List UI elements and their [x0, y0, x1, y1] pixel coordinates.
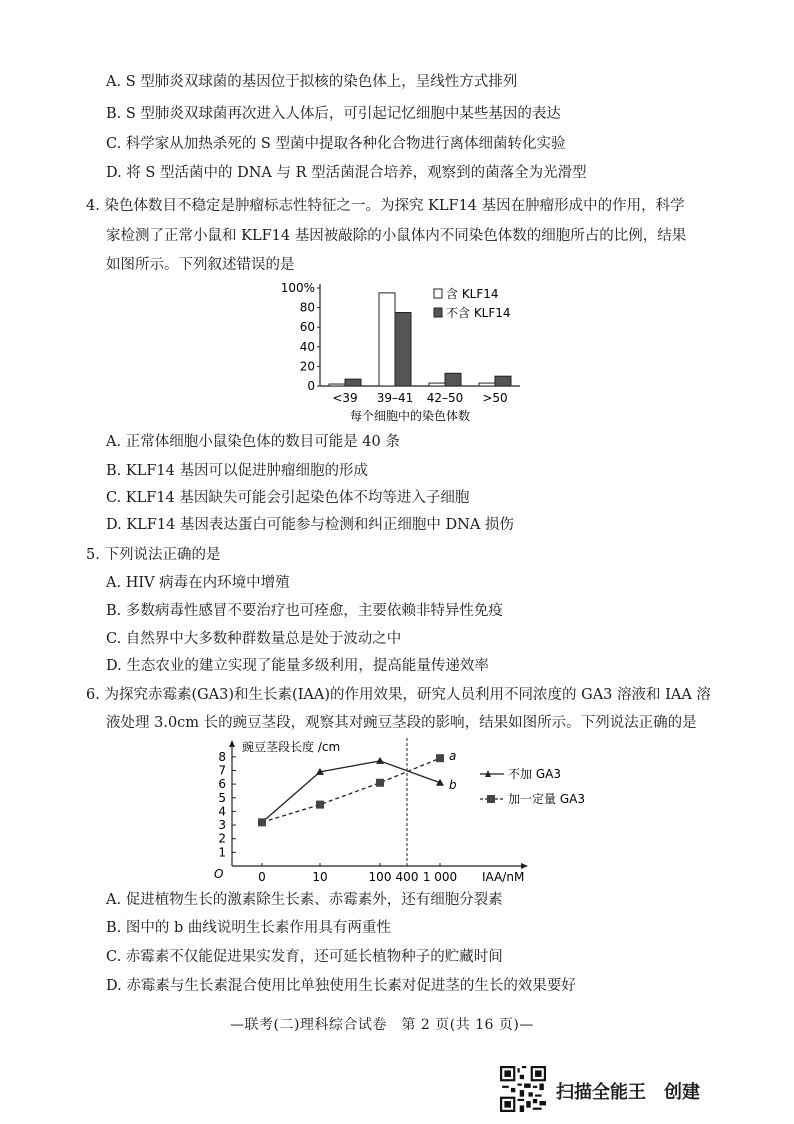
qr-code-icon	[500, 1066, 546, 1112]
q3-option-c: C. 科学家从加热杀死的 S 型菌中提取各种化合物进行离体细菌转化实验	[106, 136, 566, 152]
bar-with-klf14	[429, 383, 445, 386]
q4-option-c: C. KLF14 基因缺失可能会引起染色体不均等进入子细胞	[106, 490, 470, 506]
series-end-label: b	[449, 777, 457, 792]
q3-option-d: D. 将 S 型活菌中的 DNA 与 R 型活菌混合培养，观察到的菌落全为光滑型	[106, 165, 587, 181]
line-chart-origin: O	[214, 867, 224, 881]
page-footer: —联考(二)理科综合试卷 第 2 页(共 16 页)—	[230, 1017, 534, 1033]
series-end-label: a	[449, 749, 457, 764]
line-chart-ylabel: 豌豆茎段长度 /cm	[242, 740, 341, 754]
series-line-with-ga3	[262, 758, 440, 822]
line-ytick-label: 4	[218, 804, 226, 819]
bar-without-klf14	[495, 376, 511, 386]
q6-option-c: C. 赤霉素不仅能促进果实发育，还可延长植物种子的贮藏时间	[106, 949, 503, 965]
bar-ytick-label: 60	[299, 320, 315, 335]
data-point-square	[316, 801, 324, 809]
line-ytick-label: 5	[218, 790, 226, 805]
line-ytick-label: 6	[218, 777, 226, 792]
q6-option-b: B. 图中的 b 曲线说明生长素作用具有两重性	[106, 920, 391, 936]
line-ytick-label: 7	[218, 763, 226, 778]
line-xtick-label: 400	[395, 870, 419, 884]
q4-option-a: A. 正常体细胞小鼠染色体的数目可能是 40 条	[106, 434, 400, 450]
q5-option-b: B. 多数病毒性感冒不要治疗也可痊愈，主要依赖非特异性免疫	[106, 603, 503, 619]
q4-option-d: D. KLF14 基因表达蛋白可能参与检测和纠正细胞中 DNA 损伤	[106, 517, 514, 533]
bar-xtick-label: <39	[332, 391, 358, 405]
line-xtick-label: 0	[258, 870, 266, 884]
bar-chart-legend	[434, 287, 511, 320]
q4-option-b: B. KLF14 基因可以促进肿瘤细胞的形成	[106, 463, 368, 479]
q5-option-d: D. 生态农业的建立实现了能量多级利用，提高能量传递效率	[106, 658, 489, 674]
series-line-no-ga3	[262, 761, 440, 822]
bar-xtick-label: >50	[482, 391, 508, 405]
q5-stem: 5. 下列说法正确的是	[86, 547, 221, 563]
line-xtick-label: 1 000	[422, 870, 458, 884]
bar-chart-xlabel: 每个细胞中的染色体数	[349, 409, 471, 423]
line-chart-legend	[480, 766, 585, 806]
legend-label-with-ga3: 加一定量 GA3	[508, 792, 585, 806]
legend-marker-square	[487, 795, 495, 803]
q5-option-c: C. 自然界中大多数种群数量总是处于波动之中	[106, 631, 402, 647]
q6-stem-line2: 液处理 3.0cm 长的豌豆茎段，观察其对豌豆茎段的影响，结果如图所示。下列说法正确的是	[106, 715, 697, 731]
bar-ytick-label: 20	[299, 359, 315, 374]
legend-label-no-ga3: 不加 GA3	[508, 767, 561, 781]
data-point-triangle	[376, 757, 384, 764]
q5-option-a: A. HIV 病毒在内环境中增殖	[106, 575, 290, 591]
iaa-ga3-line-chart	[200, 738, 600, 888]
q4-stem-line1: 4. 染色体数目不稳定是肿瘤标志性特征之一。为探究 KLF14 基因在肿瘤形成中的作用，科学	[86, 198, 685, 214]
legend-label-without-klf14: 不含 KLF14	[446, 306, 511, 320]
legend-swatch-without-klf14	[434, 308, 442, 317]
bar-ytick-label: 100%	[280, 281, 315, 295]
bar-with-klf14	[479, 383, 495, 386]
q6-stem-line1: 6. 为探究赤霉素(GA3)和生长素(IAA)的作用效果，研究人员利用不同浓度的 GA3 溶液和 IAA 溶	[86, 687, 711, 703]
bar-without-klf14	[345, 379, 361, 386]
data-point-square	[258, 818, 266, 826]
bar-without-klf14	[395, 313, 411, 387]
klf14-bar-chart	[270, 276, 530, 426]
bar-ytick-label: 0	[307, 379, 315, 393]
line-ytick-label: 2	[218, 831, 226, 846]
q6-option-a: A. 促进植物生长的激素除生长素、赤霉素外，还有细胞分裂素	[106, 892, 503, 908]
q6-option-d: D. 赤霉素与生长素混合使用比单独使用生长素对促进茎的生长的效果要好	[106, 978, 576, 994]
scanner-brand-text: 扫描全能王 创建	[556, 1082, 700, 1103]
legend-label-with-klf14: 含 KLF14	[446, 287, 499, 301]
bar-with-klf14	[379, 293, 395, 386]
bar-xtick-label: 42–50	[426, 391, 464, 405]
line-ytick-label: 3	[218, 818, 226, 833]
line-xtick-label: 100	[368, 870, 392, 884]
line-chart-axes	[229, 740, 528, 869]
q3-option-a: A. S 型肺炎双球菌的基因位于拟核的染色体上，呈线性方式排列	[106, 74, 518, 90]
line-chart-xlabel: IAA/nM	[482, 870, 525, 884]
bar-xtick-label: 39–41	[376, 391, 414, 405]
scanner-watermark	[500, 1066, 780, 1118]
q4-stem-line3: 如图所示。下列叙述错误的是	[106, 257, 295, 273]
data-point-square	[436, 754, 444, 762]
line-ytick-label: 1	[218, 845, 226, 860]
bar-with-klf14	[329, 384, 345, 386]
line-ytick-label: 8	[218, 749, 226, 764]
q3-option-b: B. S 型肺炎双球菌再次进入人体后，可引起记忆细胞中某些基因的表达	[106, 106, 561, 122]
q4-stem-line2: 家检测了正常小鼠和 KLF14 基因被敲除的小鼠体内不同染色体数的细胞所占的比例，结果	[106, 228, 687, 244]
data-point-square	[376, 779, 384, 787]
line-xtick-label: 10	[312, 870, 328, 884]
legend-swatch-with-klf14	[434, 289, 442, 298]
bar-ytick-label: 40	[299, 339, 315, 354]
bar-ytick-label: 80	[299, 300, 315, 315]
bar-without-klf14	[445, 373, 461, 386]
